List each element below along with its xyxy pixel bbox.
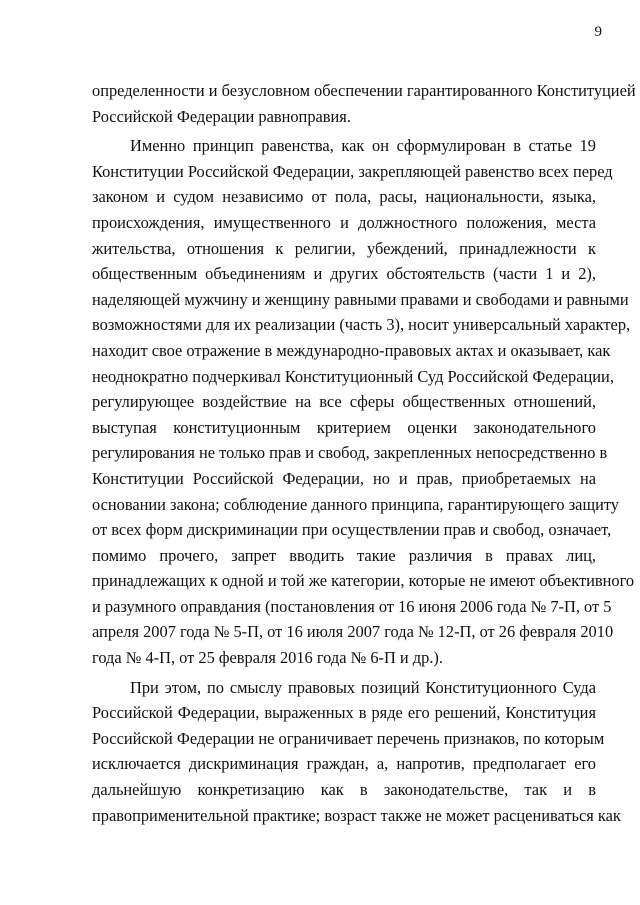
text-line: наделяющей мужчину и женщину равными правами и свободами и равными: [92, 289, 629, 309]
text-line: определенности и безусловном обеспечении гарантированного Конституцией: [92, 81, 636, 100]
text-line: общественным объединениям и других обстоятельств (части 1 и 2),: [92, 264, 596, 284]
text-line: и разумного оправдания (постановления от 16 июня 2006 года № 7-П, от 5: [92, 596, 612, 616]
text-line: происхождения, имущественного и должностного положения, места: [92, 212, 596, 232]
text-line: года № 4-П, от 25 февраля 2016 года № 6-П и др.).: [92, 648, 443, 668]
text-line: Российской Федерации равноправия.: [92, 106, 351, 126]
text-line: выступая конституционным критерием оценки законодательного: [92, 417, 596, 437]
text-line: жительства, отношения к религии, убеждений, принадлежности к: [92, 238, 596, 258]
text-line: законом и судом независимо от пола, расы, национальности, языка,: [92, 187, 596, 207]
text-line: дальнейшую конкретизацию как в законодательстве, так и в: [92, 780, 596, 800]
text-line: апреля 2007 года № 5-П, от 16 июля 2007 года № 12-П, от 26 февраля 2010: [92, 622, 614, 642]
text-line: неоднократно подчеркивал Конституционный Суд Российской Федерации,: [92, 366, 614, 386]
text-line: Российской Федерации не ограничивает перечень признаков, по которым: [92, 728, 605, 748]
text-line: правоприменительной практике; возраст также не может расцениваться как: [92, 805, 621, 825]
paragraph: [92, 675, 621, 829]
text-line: от всех форм дискриминации при осуществлении прав и свобод, означает,: [92, 520, 612, 540]
text-line: Конституции Российской Федерации, закрепляющей равенство всех перед: [92, 161, 613, 181]
paragraph: [92, 78, 636, 129]
text-line: исключается дискриминация граждан, а, напротив, предполагает его: [92, 754, 596, 774]
page-number: 9: [594, 24, 602, 40]
document-body: [92, 78, 636, 828]
paragraph: [92, 133, 635, 670]
text-line: основании закона; соблюдение данного принципа, гарантирующего защиту: [92, 494, 619, 514]
text-line: помимо прочего, запрет вводить такие различия в правах лиц,: [92, 545, 596, 565]
text-line: находит свое отражение в международно-правовых актах и оказывает, как: [92, 340, 611, 360]
text-line: Российской Федерации, выраженных в ряде его решений, Конституция: [92, 703, 596, 723]
text-line: При этом, по смыслу правовых позиций Конституционного Суда: [130, 677, 596, 697]
text-line: Именно принцип равенства, как он сформулирован в статье 19: [130, 136, 596, 156]
text-line: регулирования не только прав и свобод, закрепленных непосредственно в: [92, 443, 608, 463]
text-line: возможностями для их реализации (часть 3), носит универсальный характер,: [92, 315, 631, 335]
text-line: регулирующее воздействие на все сферы общественных отношений,: [92, 392, 596, 412]
text-line: принадлежащих к одной и той же категории, которые не имеют объективного: [92, 571, 635, 591]
text-line: Конституции Российской Федерации, но и прав, приобретаемых на: [92, 468, 596, 488]
